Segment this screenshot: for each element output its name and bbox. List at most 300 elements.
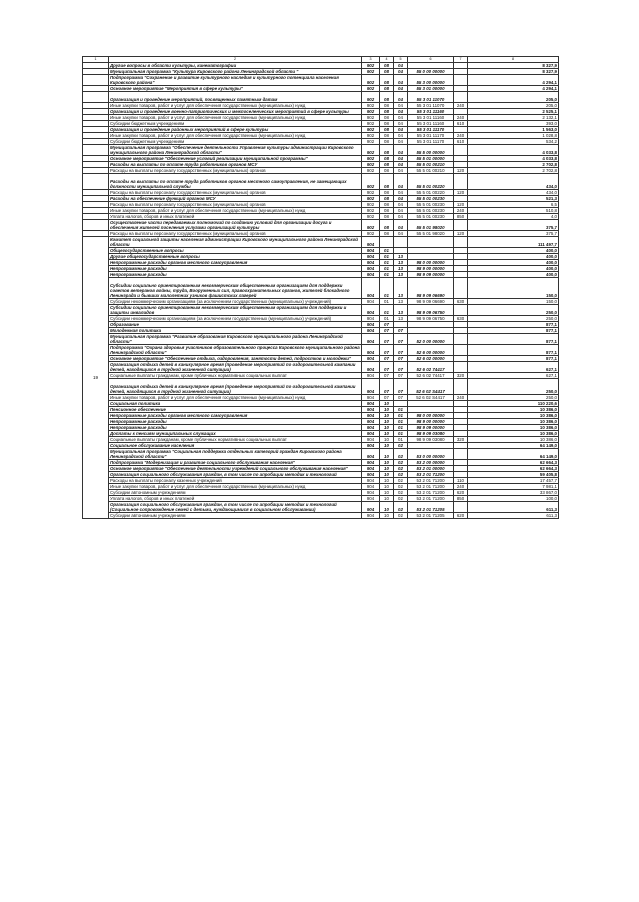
amount-cell: 534,2 bbox=[468, 139, 559, 145]
subsection-code-cell: 01 bbox=[394, 419, 408, 425]
item-name-cell: Основное мероприятие "Обеспечение условий реализации муниципальной программы" bbox=[109, 156, 362, 162]
expense-type-cell: 630 bbox=[454, 316, 468, 322]
target-article-cell: 55 5 01 00230 bbox=[408, 202, 454, 208]
table-row bbox=[83, 502, 559, 513]
item-name-cell: Основное мероприятие "Обеспечение отдыха, оздоровления, занятости детей, подростков и молодежи" bbox=[109, 356, 362, 362]
item-name-cell: Субсидии автономным учреждениям bbox=[109, 490, 362, 496]
target-article-cell: 52 6 02 74417 bbox=[408, 373, 454, 379]
target-article-cell: 52 6 02 S4417 bbox=[408, 395, 454, 401]
item-name-cell: Социальная политика bbox=[109, 401, 362, 407]
row-number-cell bbox=[83, 75, 109, 86]
department-code-cell: 904 bbox=[362, 466, 380, 472]
department-code-cell: 902 bbox=[362, 133, 380, 139]
section-code-cell: 08 bbox=[380, 103, 394, 109]
expense-type-cell: 240 bbox=[454, 103, 468, 109]
subsection-code-cell: 13 bbox=[394, 299, 408, 305]
section-code-cell: 01 bbox=[380, 316, 394, 322]
section-code-cell: 08 bbox=[380, 220, 394, 231]
target-article-cell: 53 2 00 00000 bbox=[408, 460, 454, 466]
department-code-cell: 902 bbox=[362, 190, 380, 196]
department-code-cell: 904 bbox=[362, 254, 380, 260]
section-code-cell: 01 bbox=[380, 278, 394, 299]
table-row bbox=[83, 92, 559, 103]
target-article-cell: 55 5 01 98020 bbox=[408, 220, 454, 231]
column-number: 2 bbox=[109, 57, 362, 63]
item-name-cell: Расходы на выплаты по оплате труда работников органов местного самоуправления, не замещающих должности муниципальной службы bbox=[109, 174, 362, 190]
item-name-cell: Общегосударственные вопросы bbox=[109, 248, 362, 254]
amount-cell: 510,8 bbox=[468, 208, 559, 214]
section-code-cell: 08 bbox=[380, 231, 394, 237]
item-name-cell: Иные закупки товаров, работ и услуг для обеспечения государственных (муниципальных) нужд bbox=[109, 103, 362, 109]
department-code-cell: 904 bbox=[362, 322, 380, 328]
amount-cell: 10 386,0 bbox=[468, 407, 559, 413]
department-code-cell: 902 bbox=[362, 208, 380, 214]
target-article-cell: 55 3 01 11170 bbox=[408, 133, 454, 139]
subsection-code-cell: 13 bbox=[394, 254, 408, 260]
section-code-cell: 01 bbox=[380, 254, 394, 260]
target-article-cell: 55 0 00 00000 bbox=[408, 69, 454, 75]
section-code-cell: 07 bbox=[380, 356, 394, 362]
item-name-cell: Иные закупки товаров, работ и услуг для обеспечения государственных (муниципальных) нужд bbox=[109, 115, 362, 121]
department-code-cell: 904 bbox=[362, 373, 380, 379]
target-article-cell: 53 2 01 71205 bbox=[408, 502, 454, 513]
subsection-code-cell: 04 bbox=[394, 162, 408, 168]
table-row bbox=[83, 334, 559, 345]
department-code-cell: 904 bbox=[362, 401, 380, 407]
subsection-code-cell: 04 bbox=[394, 92, 408, 103]
item-name-cell: Непрограммные расходы bbox=[109, 272, 362, 278]
department-code-cell: 904 bbox=[362, 513, 380, 519]
section-code-cell: 08 bbox=[380, 162, 394, 168]
target-article-cell: 55 3 00 00000 bbox=[408, 75, 454, 86]
amount-cell: 10 386,0 bbox=[468, 419, 559, 425]
subsection-code-cell: 04 bbox=[394, 174, 408, 190]
expense-type-cell: 850 bbox=[454, 214, 468, 220]
item-name-cell: Организация отдыха детей в каникулярное время (проведение мероприятий по оздоровительной кампании детей, находящихся в трудной жизненной ситуации) bbox=[109, 379, 362, 395]
section-code-cell: 08 bbox=[380, 156, 394, 162]
subsection-code-cell: 07 bbox=[394, 379, 408, 395]
target-article-cell: 53 0 00 00000 bbox=[408, 449, 454, 460]
department-code-cell: 904 bbox=[362, 237, 380, 248]
subsection-code-cell: 07 bbox=[394, 362, 408, 373]
amount-cell: 7 981,1 bbox=[468, 484, 559, 490]
amount-cell: 627,1 bbox=[468, 362, 559, 373]
department-code-cell: 904 bbox=[362, 478, 380, 484]
row-number-cell bbox=[83, 174, 109, 190]
subsection-code-cell: 07 bbox=[394, 345, 408, 356]
column-number: 8 bbox=[468, 57, 559, 63]
department-code-cell: 902 bbox=[362, 109, 380, 115]
amount-cell: 150,0 bbox=[468, 299, 559, 305]
subsection-code-cell: 02 bbox=[394, 496, 408, 502]
expense-type-cell: 630 bbox=[454, 299, 468, 305]
subsection-code-cell: 04 bbox=[394, 133, 408, 139]
subsection-code-cell: 04 bbox=[394, 231, 408, 237]
department-code-cell: 902 bbox=[362, 156, 380, 162]
target-article-cell bbox=[408, 237, 454, 248]
department-code-cell: 904 bbox=[362, 449, 380, 460]
target-article-cell: 98 0 00 00000 bbox=[408, 413, 454, 419]
amount-cell: 434,0 bbox=[468, 174, 559, 190]
item-name-cell: Уплата налогов, сборов и иных платежей bbox=[109, 214, 362, 220]
subsection-code-cell: 02 bbox=[394, 513, 408, 519]
item-name-cell: Организация и проведение районных мероприятий в сфере культуры bbox=[109, 127, 362, 133]
section-code-cell: 10 bbox=[380, 513, 394, 519]
subsection-code-cell: 04 bbox=[394, 109, 408, 115]
item-name-cell: Расходы на обеспечение функций органов МСУ bbox=[109, 196, 362, 202]
section-code-cell: 01 bbox=[380, 266, 394, 272]
subsection-code-cell: 02 bbox=[394, 502, 408, 513]
amount-cell: 2 525,1 bbox=[468, 109, 559, 115]
section-code-cell: 07 bbox=[380, 362, 394, 373]
section-code-cell: 10 bbox=[380, 484, 394, 490]
target-article-cell: 98 9 09 06690 bbox=[408, 278, 454, 299]
amount-cell: 250,0 bbox=[468, 305, 559, 316]
subsection-code-cell: 04 bbox=[394, 196, 408, 202]
amount-cell: 250,0 bbox=[468, 395, 559, 401]
expense-type-cell: 620 bbox=[454, 490, 468, 496]
target-article-cell: 53 2 01 71200 bbox=[408, 496, 454, 502]
amount-cell: 33 867,0 bbox=[468, 490, 559, 496]
subsection-code-cell: 04 bbox=[394, 103, 408, 109]
department-code-cell: 904 bbox=[362, 356, 380, 362]
section-code-cell: 08 bbox=[380, 145, 394, 156]
amount-cell: 400,0 bbox=[468, 254, 559, 260]
subsection-code-cell: 02 bbox=[394, 443, 408, 449]
section-code-cell: 10 bbox=[380, 437, 394, 443]
expense-type-cell bbox=[454, 502, 468, 513]
amount-cell: 4 294,1 bbox=[468, 86, 559, 92]
subsection-code-cell: 02 bbox=[394, 490, 408, 496]
item-name-cell: Непрограммные расходы bbox=[109, 419, 362, 425]
amount-cell: 627,1 bbox=[468, 373, 559, 379]
department-code-cell: 902 bbox=[362, 231, 380, 237]
amount-cell: 64 149,0 bbox=[468, 449, 559, 460]
column-number: 1 bbox=[83, 57, 109, 63]
section-code-cell: 08 bbox=[380, 69, 394, 75]
department-code-cell: 904 bbox=[362, 443, 380, 449]
amount-cell: 4 033,8 bbox=[468, 145, 559, 156]
expense-type-cell: 120 bbox=[454, 168, 468, 174]
item-name-cell: Образование bbox=[109, 322, 362, 328]
item-name-cell: Уплата налогов, сборов и иных платежей bbox=[109, 496, 362, 502]
section-code-cell: 07 bbox=[380, 328, 394, 334]
section-code-cell: 08 bbox=[380, 127, 394, 133]
section-code-cell: 01 bbox=[380, 299, 394, 305]
item-name-cell: Доплаты к пенсиям муниципальных служащих bbox=[109, 431, 362, 437]
target-article-cell: 55 5 01 00230 bbox=[408, 214, 454, 220]
amount-cell: 59 405,8 bbox=[468, 472, 559, 478]
subsection-code-cell: 13 bbox=[394, 316, 408, 322]
department-code-cell: 904 bbox=[362, 328, 380, 334]
department-code-cell: 904 bbox=[362, 460, 380, 466]
item-name-cell: Расходы на выплаты персоналу государственных (муниципальных) органов bbox=[109, 202, 362, 208]
subsection-code-cell: 04 bbox=[394, 139, 408, 145]
subsection-code-cell: 13 bbox=[394, 305, 408, 316]
item-name-cell: Субсидии некоммерческим организациям (за исключением государственных (муниципальных) учреждений) bbox=[109, 299, 362, 305]
department-code-cell: 904 bbox=[362, 305, 380, 316]
amount-cell: 1 028,8 bbox=[468, 133, 559, 139]
amount-cell: 2 702,8 bbox=[468, 168, 559, 174]
table-row bbox=[83, 305, 559, 316]
item-name-cell: Расходы на выплаты по оплате труда работников органов МСУ bbox=[109, 162, 362, 168]
item-name-cell: Подпрограмма "Сохранение и развитие культурного наследия и культурного потенциала населения Кировского района" bbox=[109, 75, 362, 86]
department-code-cell: 902 bbox=[362, 196, 380, 202]
table-row bbox=[83, 220, 559, 231]
subsection-code-cell: 04 bbox=[394, 145, 408, 156]
section-code-cell: 10 bbox=[380, 401, 394, 407]
item-name-cell: Субсидии некоммерческим организациям (за исключением государственных (муниципальных) учреждений) bbox=[109, 316, 362, 322]
section-code-cell: 07 bbox=[380, 322, 394, 328]
table-row bbox=[83, 145, 559, 156]
department-code-cell: 904 bbox=[362, 272, 380, 278]
item-name-cell: Иные закупки товаров, работ и услуг для обеспечения государственных (муниципальных) нужд bbox=[109, 208, 362, 214]
department-code-cell: 904 bbox=[362, 437, 380, 443]
amount-cell: 10 386,0 bbox=[468, 437, 559, 443]
item-name-cell: Подпрограмма "Охрана здоровья участников образовательного процесса Кировского муниципального района Ленинградской области" bbox=[110, 345, 360, 355]
section-code-cell: 08 bbox=[380, 86, 394, 92]
amount-cell: 2 702,8 bbox=[468, 162, 559, 168]
target-article-cell: 55 5 01 00210 bbox=[408, 162, 454, 168]
amount-cell: 393,0 bbox=[468, 121, 559, 127]
department-code-cell: 902 bbox=[362, 69, 380, 75]
target-article-cell: 55 3 01 11170 bbox=[408, 139, 454, 145]
section-code-cell: 08 bbox=[380, 115, 394, 121]
department-code-cell: 902 bbox=[362, 145, 380, 156]
subsection-code-cell: 02 bbox=[394, 484, 408, 490]
target-article-cell: 98 9 09 00000 bbox=[408, 425, 454, 431]
amount-cell: 434,0 bbox=[468, 190, 559, 196]
table-row bbox=[83, 75, 559, 86]
subsection-code-cell: 04 bbox=[394, 127, 408, 133]
table-row bbox=[83, 237, 559, 248]
amount-cell: 10 386,0 bbox=[468, 413, 559, 419]
target-article-cell: 98 9 09 06750 bbox=[408, 316, 454, 322]
section-code-cell: 07 bbox=[380, 345, 394, 356]
subsection-code-cell: 13 bbox=[394, 272, 408, 278]
item-name-cell: Муниципальная программа "Культура Кировского района Ленинградской области " bbox=[109, 69, 362, 75]
department-code-cell: 902 bbox=[362, 86, 380, 92]
expense-type-cell bbox=[454, 220, 468, 231]
subsection-code-cell: 13 bbox=[394, 278, 408, 299]
amount-cell: 10 386,0 bbox=[468, 425, 559, 431]
target-article-cell: 52 6 02 74417 bbox=[408, 362, 454, 373]
section-code-cell: 10 bbox=[380, 443, 394, 449]
department-code-cell: 904 bbox=[362, 431, 380, 437]
row-number-cell bbox=[83, 145, 109, 156]
item-name-cell: Комитет социальной защиты населения администрации Кировского муниципального района Ленинградской области bbox=[109, 237, 362, 248]
subsection-code-cell: 02 bbox=[394, 449, 408, 460]
section-code-cell: 07 bbox=[380, 373, 394, 379]
section-code-cell: 07 bbox=[380, 395, 394, 401]
item-name-cell: Расходы на выплаты персоналу государственных (муниципальных) органов bbox=[109, 231, 362, 237]
budget-table bbox=[82, 56, 559, 519]
subsection-code-cell: 04 bbox=[394, 115, 408, 121]
department-code-cell: 904 bbox=[362, 502, 380, 513]
expense-type-cell: 320 bbox=[454, 373, 468, 379]
section-code-cell: 08 bbox=[380, 196, 394, 202]
target-article-cell: 55 5 00 00000 bbox=[408, 145, 454, 156]
target-article-cell: 55 3 01 11070 bbox=[408, 92, 454, 103]
subsection-code-cell: 01 bbox=[394, 425, 408, 431]
amount-cell: 250,0 bbox=[468, 379, 559, 395]
item-name-cell: Непрограммные расходы органов местного самоуправления bbox=[109, 260, 362, 266]
target-article-cell: 98 0 00 00000 bbox=[408, 260, 454, 266]
expense-type-cell bbox=[454, 379, 468, 395]
department-code-cell: 904 bbox=[362, 419, 380, 425]
target-article-cell: 55 3 01 00000 bbox=[408, 86, 454, 92]
section-code-cell: 10 bbox=[380, 472, 394, 478]
table-row bbox=[83, 278, 559, 299]
target-article-cell: 98 9 00 00000 bbox=[408, 266, 454, 272]
department-code-cell: 902 bbox=[362, 115, 380, 121]
target-article-cell: 55 5 01 00210 bbox=[408, 168, 454, 174]
section-code-cell: 08 bbox=[380, 214, 394, 220]
amount-cell: 205,0 bbox=[468, 92, 559, 103]
target-article-cell: 55 5 01 00000 bbox=[408, 156, 454, 162]
item-name-cell: Субсидии социально ориентированным некоммерческим общественным организациям для поддержки и защиты инвалидов bbox=[109, 305, 362, 316]
item-name-cell: Основное мероприятие "Обеспечение деятельности учреждений социального обслуживания населения" bbox=[109, 466, 362, 472]
department-code-cell: 904 bbox=[362, 248, 380, 254]
expense-type-cell bbox=[454, 345, 468, 356]
column-number: 5 bbox=[394, 57, 408, 63]
subsection-code-cell: 01 bbox=[394, 407, 408, 413]
target-article-cell: 53 2 01 71205 bbox=[408, 513, 454, 519]
item-name-cell: Организация социального обслуживания граждан, в том числе по апробации методик и технологий (Социальное сопровождение семей с детьми, нуждающимися в социальном обслуживании) bbox=[109, 502, 362, 513]
amount-cell: 150,0 bbox=[468, 278, 559, 299]
item-name-cell: Осуществление части передаваемых полномочий по созданию условий для организации досуга и обеспечения жителей поселения услугами организаций культуры bbox=[109, 220, 362, 231]
item-name-cell: Организация и проведение военно-патриотических и межпоселенческих мероприятий в сфере культуры bbox=[109, 109, 362, 115]
item-name-cell: Муниципальная программа "Социальная поддержка отдельных категорий граждан Кировского района Ленинградской области" bbox=[109, 449, 362, 460]
amount-cell: 375,7 bbox=[468, 231, 559, 237]
budget-table-body bbox=[83, 57, 559, 519]
department-code-cell: 904 bbox=[362, 379, 380, 395]
subsection-code-cell: 04 bbox=[394, 168, 408, 174]
target-article-cell: 55 3 01 11160 bbox=[408, 109, 454, 115]
department-code-cell: 904 bbox=[362, 278, 380, 299]
amount-cell: 4,0 bbox=[468, 214, 559, 220]
amount-cell: 611,3 bbox=[468, 502, 559, 513]
subsection-code-cell: 04 bbox=[394, 214, 408, 220]
department-code-cell: 904 bbox=[362, 425, 380, 431]
amount-cell: 62 664,3 bbox=[468, 460, 559, 466]
amount-cell: 6,5 bbox=[468, 202, 559, 208]
expense-type-cell: 850 bbox=[454, 496, 468, 502]
target-article-cell: 52 6 00 00000 bbox=[408, 345, 454, 356]
item-name-cell: Молодежная политика bbox=[109, 328, 362, 334]
table-row bbox=[83, 345, 559, 356]
item-name-cell: Другие вопросы в области культуры, кинематографии bbox=[109, 63, 362, 69]
expense-type-cell: 240 bbox=[454, 133, 468, 139]
department-code-cell: 904 bbox=[362, 490, 380, 496]
subsection-code-cell: 07 bbox=[394, 328, 408, 334]
target-article-cell: 52 6 02 S4417 bbox=[408, 379, 454, 395]
subsection-code-cell: 02 bbox=[394, 460, 408, 466]
item-name-cell: Социальные выплаты гражданам, кроме публичных нормативных социальных выплат bbox=[109, 437, 362, 443]
department-code-cell: 904 bbox=[362, 395, 380, 401]
target-article-cell: 55 3 01 11160 bbox=[408, 121, 454, 127]
section-code-cell: 10 bbox=[380, 496, 394, 502]
item-name-cell: Иные закупки товаров, работ и услуг для обеспечения государственных (муниципальных) нужд bbox=[109, 395, 362, 401]
column-number: 3 bbox=[362, 57, 380, 63]
target-article-cell: 53 2 01 71200 bbox=[408, 478, 454, 484]
section-code-cell: 08 bbox=[380, 92, 394, 103]
table-row bbox=[83, 379, 559, 395]
target-article-cell: 55 5 01 00230 bbox=[408, 208, 454, 214]
subsection-code-cell: 04 bbox=[394, 75, 408, 86]
expense-type-cell bbox=[454, 305, 468, 316]
expense-type-cell: 240 bbox=[454, 208, 468, 214]
amount-cell: 111 497,7 bbox=[468, 237, 559, 248]
expense-type-cell bbox=[454, 237, 468, 248]
subsection-code-cell: 04 bbox=[394, 208, 408, 214]
department-code-cell: 902 bbox=[362, 162, 380, 168]
item-name-cell: Субсидии социально ориентированным некоммерческим общественным организациям для поддержки советов ветеранов войны, труда, Вооруженных сил, правоохранительных органов, жителей блокадного Ленинграда и бывших малолетних узников фашистских лагерей bbox=[109, 278, 362, 299]
target-article-cell: 55 3 01 11160 bbox=[408, 115, 454, 121]
department-code-cell: 902 bbox=[362, 168, 380, 174]
amount-cell: 8 327,9 bbox=[468, 69, 559, 75]
department-code-cell: 904 bbox=[362, 345, 380, 356]
subsection-code-cell: 04 bbox=[394, 69, 408, 75]
target-article-cell: 52 6 02 00000 bbox=[408, 356, 454, 362]
item-name-cell: Иные закупки товаров, работ и услуг для обеспечения государственных (муниципальных) нужд bbox=[109, 484, 362, 490]
target-article-cell: 55 5 01 00220 bbox=[408, 190, 454, 196]
expense-type-cell: 110 bbox=[454, 478, 468, 484]
subsection-code-cell: 01 bbox=[394, 431, 408, 437]
expense-type-cell bbox=[454, 174, 468, 190]
item-name-cell: Непрограммные расходы bbox=[109, 266, 362, 272]
expense-type-cell: 240 bbox=[454, 395, 468, 401]
item-name-cell: Субсидии бюджетным учреждениям bbox=[109, 139, 362, 145]
item-name-cell: Организация отдыха детей в каникулярное время (проведение мероприятий по оздоровительной кампании детей, находящихся в трудной жизненной ситуации) bbox=[109, 362, 362, 373]
target-article-cell: 55 5 01 98020 bbox=[408, 231, 454, 237]
section-code-cell: 10 bbox=[380, 502, 394, 513]
department-code-cell: 904 bbox=[362, 362, 380, 373]
subsection-code-cell: 01 bbox=[394, 437, 408, 443]
amount-cell: 110 220,6 bbox=[468, 401, 559, 407]
target-article-cell: 53 2 01 00000 bbox=[408, 466, 454, 472]
section-code-cell: 10 bbox=[380, 478, 394, 484]
section-code-cell: 08 bbox=[380, 75, 394, 86]
subsection-code-cell: 04 bbox=[394, 190, 408, 196]
subsection-code-cell: 01 bbox=[394, 413, 408, 419]
item-name-cell: Подпрограмма "Модернизация и развитие социального обслуживания населения" bbox=[109, 460, 362, 466]
expense-type-cell: 320 bbox=[454, 437, 468, 443]
amount-cell: 877,1 bbox=[468, 328, 559, 334]
amount-cell: 521,3 bbox=[468, 196, 559, 202]
row-number-cell bbox=[83, 92, 109, 103]
table-row bbox=[83, 362, 559, 373]
subsection-code-cell: 02 bbox=[394, 472, 408, 478]
item-name-cell: Непрограммные расходы органов местного самоуправления bbox=[109, 413, 362, 419]
section-code-cell: 01 bbox=[380, 305, 394, 316]
section-code-cell: 08 bbox=[380, 121, 394, 127]
section-code-cell: 08 bbox=[380, 109, 394, 115]
section-code-cell: 10 bbox=[380, 466, 394, 472]
amount-cell: 400,0 bbox=[468, 266, 559, 272]
amount-cell: 10 386,0 bbox=[468, 431, 559, 437]
subsection-code-cell: 04 bbox=[394, 121, 408, 127]
row-number-cell bbox=[83, 220, 109, 231]
subsection-code-cell: 07 bbox=[394, 334, 408, 345]
subsection-code-cell: 07 bbox=[394, 356, 408, 362]
amount-cell: 8 327,9 bbox=[468, 63, 559, 69]
subsection-code-cell: 04 bbox=[394, 86, 408, 92]
department-code-cell: 904 bbox=[362, 299, 380, 305]
expense-type-cell: 240 bbox=[454, 484, 468, 490]
expense-type-cell: 120 bbox=[454, 231, 468, 237]
expense-type-cell bbox=[454, 278, 468, 299]
